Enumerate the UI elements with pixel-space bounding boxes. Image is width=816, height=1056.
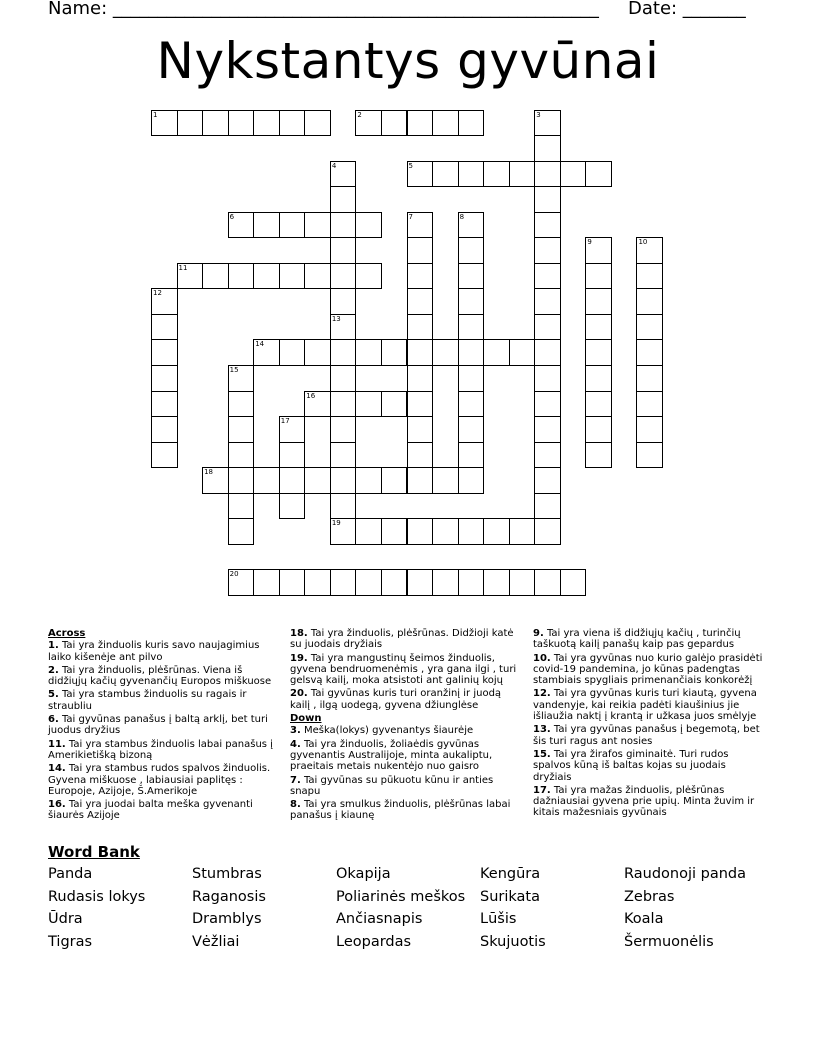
grid-cell[interactable] [253, 110, 280, 137]
clue-down-9: 9. Tai yra viena iš didžiųjų kačių , turinčių taškuotą kailį panašų kaip pas gepardus [533, 628, 741, 651]
grid-cell[interactable] [509, 569, 536, 596]
clue-across-20: 20. Tai gyvūnas kuris turi oranžinį ir juodą kailį , ilgą uodegą, gyvena džiunglėse [290, 688, 502, 711]
grid-cell[interactable] [509, 518, 536, 545]
word-bank-item: Šermuonėlis [624, 934, 714, 951]
grid-cell[interactable] [534, 493, 561, 520]
grid-cell[interactable] [228, 467, 255, 494]
grid-cell[interactable] [509, 339, 536, 366]
grid-cell[interactable] [355, 569, 382, 596]
grid-cell[interactable] [585, 442, 612, 469]
grid-cell[interactable] [585, 314, 612, 341]
grid-cell[interactable] [458, 391, 485, 418]
grid-cell[interactable] [279, 442, 306, 469]
clue-down-4: 4. Tai yra žinduolis, žoliaėdis gyvūnas gyvenantis Australijoje, minta aukaliptu, praeitais metais nukentėjo nuo gaisro [290, 738, 493, 773]
grid-cell[interactable] [228, 212, 255, 239]
clue-number: 3 [536, 110, 541, 119]
clue-number: 9 [587, 238, 592, 247]
word-bank-item: Lūšis [480, 911, 517, 928]
grid-cell[interactable] [458, 110, 485, 137]
word-bank-item: Leopardas [336, 934, 412, 951]
word-bank-item: Ūdra [48, 911, 83, 928]
grid-cell[interactable] [534, 263, 561, 290]
grid-cell[interactable] [381, 518, 408, 545]
grid-cell[interactable] [355, 263, 382, 290]
word-bank-item: Raganosis [192, 888, 266, 905]
grid-cell[interactable] [330, 339, 357, 366]
word-bank-item: Stumbras [192, 866, 262, 882]
grid-cell[interactable] [151, 416, 178, 443]
clue-across-16: 16. Tai yra juodai balta meška gyvenanti šiaurės Azijoje [48, 799, 253, 822]
grid-cell[interactable] [585, 237, 612, 264]
grid-cell[interactable] [458, 416, 485, 443]
grid-cell[interactable] [636, 263, 663, 290]
grid-cell[interactable] [381, 339, 408, 366]
grid-cell[interactable] [407, 288, 434, 315]
grid-cell[interactable] [330, 365, 357, 392]
grid-cell[interactable] [407, 569, 434, 596]
grid-cell[interactable] [330, 569, 357, 596]
word-bank-item: Zebras [624, 888, 675, 905]
grid-cell[interactable] [534, 161, 561, 188]
grid-cell[interactable] [279, 212, 306, 239]
grid-cell[interactable] [151, 288, 178, 315]
grid-cell[interactable] [483, 569, 510, 596]
grid-cell[interactable] [355, 467, 382, 494]
grid-cell[interactable] [432, 110, 459, 137]
grid-cell[interactable] [355, 339, 382, 366]
clue-across-2: 2. Tai yra žinduolis, plėšrūnas. Viena iš didžiųjų kačių gyvenančių Europos miškuose [48, 664, 272, 688]
clues-column-1 [48, 628, 280, 824]
grid-cell[interactable] [636, 442, 663, 469]
grid-cell[interactable] [458, 339, 485, 366]
clue-number: 19 [331, 519, 341, 528]
word-bank-item: Panda [48, 866, 93, 882]
grid-cell[interactable] [253, 263, 280, 290]
grid-cell[interactable] [636, 237, 663, 264]
clue-across-19: 19. Tai yra mangustinų šeimos žinduolis, gyvena bendruomenėmis , yra gana ilgi , turi gelsvą kailį, moka atsistoti ant galinių kojų [290, 652, 517, 687]
grid-cell[interactable] [304, 391, 331, 418]
grid-cell[interactable] [534, 442, 561, 469]
grid-cell[interactable] [151, 339, 178, 366]
clue-down-3: 3. Meška(lokys) gyvenantys šiaurėje [290, 725, 474, 737]
grid-cell[interactable] [279, 110, 306, 137]
grid-cell[interactable] [228, 493, 255, 520]
grid-cell[interactable] [432, 467, 459, 494]
grid-cell[interactable] [534, 237, 561, 264]
word-bank-item: Kengūra [480, 866, 541, 882]
grid-cell[interactable] [228, 416, 255, 443]
grid-cell[interactable] [585, 391, 612, 418]
grid-cell[interactable] [202, 110, 229, 137]
clue-across-14: 14. Tai yra stambus rudos spalvos žinduolis. Gyvena miškuose , labiausiai paplitęs : Europoje, Azijoje, Š.Amerikoje [48, 763, 271, 797]
grid-cell[interactable] [432, 569, 459, 596]
grid-cell[interactable] [177, 110, 204, 137]
grid-cell[interactable] [407, 237, 434, 264]
grid-cell[interactable] [330, 442, 357, 469]
name-field-label: Name: ______________________________________________________ [48, 0, 599, 19]
grid-cell[interactable] [483, 518, 510, 545]
grid-cell[interactable] [304, 110, 331, 137]
grid-cell[interactable] [534, 288, 561, 315]
grid-cell[interactable] [509, 161, 536, 188]
clue-down-7: 7. Tai gyvūnas su pūkuotu kūnu ir anties snapu [290, 774, 494, 797]
grid-cell[interactable] [330, 288, 357, 315]
clue-number: 15 [229, 366, 239, 374]
grid-cell[interactable] [636, 416, 663, 443]
grid-cell[interactable] [330, 467, 357, 494]
grid-cell[interactable] [151, 314, 178, 341]
grid-cell[interactable] [483, 161, 510, 188]
clue-down-10: 10. Tai yra gyvūnas nuo kurio galėjo prasidėti covid-19 pandemina, jo kūnas padengtas stambiais spygliais primenančiais konkorėžį [533, 652, 763, 687]
clue-across-1: 1. Tai yra žinduolis kuris savo naujagimius laiko kišenėje ant pilvo [48, 640, 260, 663]
grid-cell[interactable] [534, 416, 561, 443]
grid-cell[interactable] [534, 110, 561, 137]
word-bank-item: Vėžliai [192, 934, 240, 951]
grid-cell[interactable] [381, 110, 408, 137]
clue-number: 8 [459, 212, 465, 221]
clue-number: 16 [306, 391, 316, 400]
grid-cell[interactable] [151, 442, 178, 469]
word-bank-item: Skujuotis [480, 934, 546, 951]
clue-down-12: 12. Tai yra gyvūnas kuris turi kiautą, gyvena vandenyje, kai reikia padėti kiaušinius jie išliaužia naktį į krantą ir užkasa juos smėlyje [533, 688, 757, 723]
down-heading: Down [290, 713, 322, 725]
grid-cell[interactable] [585, 263, 612, 290]
grid-cell[interactable] [279, 467, 306, 494]
grid-cell[interactable] [432, 518, 459, 545]
grid-cell[interactable] [355, 212, 382, 239]
grid-cell[interactable] [534, 212, 561, 239]
grid-cell[interactable] [458, 263, 485, 290]
clues-column-3 [533, 628, 765, 821]
grid-cell[interactable] [636, 365, 663, 392]
grid-cell[interactable] [253, 467, 280, 494]
grid-cell[interactable] [534, 518, 561, 545]
grid-cell[interactable] [228, 110, 255, 137]
clue-number: 20 [229, 570, 239, 579]
clue-number: 13 [331, 314, 341, 323]
clue-down-13: 13. Tai yra gyvūnas panašus į begemotą, bet šis turi ragus ant nosies [533, 724, 760, 747]
grid-cell[interactable] [636, 339, 663, 366]
grid-cell[interactable] [636, 288, 663, 315]
clue-number: 1 [153, 110, 158, 119]
grid-cell[interactable] [304, 339, 331, 366]
grid-cell[interactable] [534, 569, 561, 596]
grid-cell[interactable] [407, 391, 434, 418]
grid-cell[interactable] [407, 339, 434, 366]
word-bank-item: Ančiasnapis [336, 911, 423, 928]
grid-cell[interactable] [534, 135, 561, 162]
grid-cell[interactable] [330, 161, 357, 188]
clue-down-8: 8. Tai yra smulkus žinduolis, plėšrūnas labai panašus į kiaunę [290, 799, 511, 822]
clue-number: 14 [255, 340, 265, 349]
grid-cell[interactable] [585, 339, 612, 366]
grid-cell[interactable] [228, 569, 255, 596]
grid-cell[interactable] [279, 416, 306, 443]
grid-cell[interactable] [330, 212, 357, 239]
page-title: Nykstantys gyvūnai [156, 32, 660, 90]
grid-cell[interactable] [534, 391, 561, 418]
grid-cell[interactable] [432, 339, 459, 366]
grid-cell[interactable] [279, 339, 306, 366]
grid-cell[interactable] [483, 339, 510, 366]
grid-cell[interactable] [151, 110, 178, 137]
grid-cell[interactable] [534, 186, 561, 213]
grid-cell[interactable] [585, 161, 612, 188]
grid-cell[interactable] [534, 467, 561, 494]
grid-cell[interactable] [458, 237, 485, 264]
word-bank-item: Dramblys [192, 911, 262, 928]
grid-cell[interactable] [355, 110, 382, 137]
clue-number: 10 [638, 238, 648, 247]
word-bank-item: Surikata [480, 888, 540, 905]
grid-cell[interactable] [151, 365, 178, 392]
grid-cell[interactable] [458, 518, 485, 545]
word-bank-item: Poliarinės meškos [336, 888, 466, 905]
grid-cell[interactable] [585, 416, 612, 443]
word-bank-title: Word Bank [48, 843, 140, 861]
grid-cell[interactable] [228, 518, 255, 545]
word-bank-item: Rudasis lokys [48, 888, 146, 905]
grid-cell[interactable] [177, 263, 204, 290]
across-heading: Across [48, 628, 86, 639]
grid-cell[interactable] [458, 288, 485, 315]
grid-cell[interactable] [560, 569, 587, 596]
grid-cell[interactable] [407, 314, 434, 341]
clue-number: 7 [408, 212, 413, 221]
grid-cell[interactable] [330, 263, 357, 290]
grid-cell[interactable] [253, 339, 280, 366]
grid-cell[interactable] [407, 518, 434, 545]
grid-cell[interactable] [202, 263, 229, 290]
grid-cell[interactable] [304, 263, 331, 290]
grid-cell[interactable] [407, 416, 434, 443]
grid-cell[interactable] [407, 161, 434, 188]
clue-down-15: 15. Tai yra žirafos giminaitė. Turi rudos spalvos kūną iš baltas kojas su juodais dryžiais [533, 748, 729, 783]
grid-cell[interactable] [458, 467, 485, 494]
clue-number: 17 [280, 417, 290, 426]
clue-across-11: 11. Tai yra stambus žinduolis labai panašus į Amerikietišką bizoną [48, 738, 273, 761]
clue-across-18: 18. Tai yra žinduolis, plėšrūnas. Didžioji katė su juodais dryžiais [290, 628, 514, 651]
grid-cell[interactable] [330, 493, 357, 520]
clue-number: 18 [204, 468, 214, 477]
grid-cell[interactable] [355, 518, 382, 545]
grid-cell[interactable] [458, 442, 485, 469]
grid-cell[interactable] [202, 467, 229, 494]
grid-cell[interactable] [228, 391, 255, 418]
grid-cell[interactable] [407, 365, 434, 392]
grid-cell[interactable] [534, 339, 561, 366]
grid-cell[interactable] [407, 110, 434, 137]
grid-cell[interactable] [330, 518, 357, 545]
grid-cell[interactable] [279, 569, 306, 596]
grid-cell[interactable] [279, 263, 306, 290]
grid-cell[interactable] [330, 237, 357, 264]
grid-cell[interactable] [228, 442, 255, 469]
grid-cell[interactable] [636, 391, 663, 418]
grid-cell[interactable] [279, 493, 306, 520]
grid-cell[interactable] [253, 569, 280, 596]
clue-down-17: 17. Tai yra mažas žinduolis, plėšrūnas dažniausiai gyvena prie upių. Minta žuvim ir kitais mažesniais gyvūnais [533, 784, 755, 819]
grid-cell[interactable] [304, 212, 331, 239]
clue-number: 6 [229, 212, 235, 221]
word-bank-item: Koala [624, 911, 664, 928]
word-bank-item: Okapija [336, 866, 391, 882]
clue-number: 12 [153, 289, 162, 298]
grid-cell[interactable] [458, 365, 485, 392]
grid-cell[interactable] [458, 314, 485, 341]
word-bank [48, 866, 768, 957]
grid-cell[interactable] [381, 569, 408, 596]
grid-cell[interactable] [407, 263, 434, 290]
grid-cell[interactable] [330, 416, 357, 443]
grid-cell[interactable] [407, 212, 434, 239]
grid-cell[interactable] [304, 467, 331, 494]
clue-number: 5 [408, 161, 413, 170]
grid-cell[interactable] [560, 161, 587, 188]
grid-cell[interactable] [407, 442, 434, 469]
grid-cell[interactable] [304, 569, 331, 596]
clue-across-6: 6. Tai gyvūnas panašus į baltą arklį, bet turi juodus dryžius [48, 714, 268, 737]
clues-column-2 [290, 628, 522, 824]
clue-number: 2 [357, 110, 362, 119]
grid-cell[interactable] [534, 314, 561, 341]
clue-across-5: 5. Tai yra stambus žinduolis su ragais ir straubliu [48, 689, 247, 712]
grid-cell[interactable] [151, 391, 178, 418]
grid-cell[interactable] [228, 365, 255, 392]
grid-cell[interactable] [381, 391, 408, 418]
date-field-label: Date: _______ [628, 0, 746, 19]
grid-cell[interactable] [534, 365, 561, 392]
word-bank-item: Tigras [48, 934, 93, 951]
word-bank-item: Raudonoji panda [624, 866, 747, 882]
grid-cell[interactable] [330, 391, 357, 418]
grid-cell[interactable] [253, 212, 280, 239]
grid-cell[interactable] [355, 391, 382, 418]
grid-cell[interactable] [381, 467, 408, 494]
grid-cell[interactable] [585, 288, 612, 315]
grid-cell[interactable] [407, 467, 434, 494]
grid-cell[interactable] [585, 365, 612, 392]
grid-cell[interactable] [330, 314, 357, 341]
grid-cell[interactable] [228, 263, 255, 290]
grid-cell[interactable] [432, 161, 459, 188]
grid-cell[interactable] [330, 186, 357, 213]
grid-cell[interactable] [458, 161, 485, 188]
grid-cell[interactable] [458, 569, 485, 596]
grid-cell[interactable] [636, 314, 663, 341]
clue-number: 4 [331, 161, 337, 170]
grid-cell[interactable] [458, 212, 485, 239]
clue-number: 11 [178, 263, 188, 272]
